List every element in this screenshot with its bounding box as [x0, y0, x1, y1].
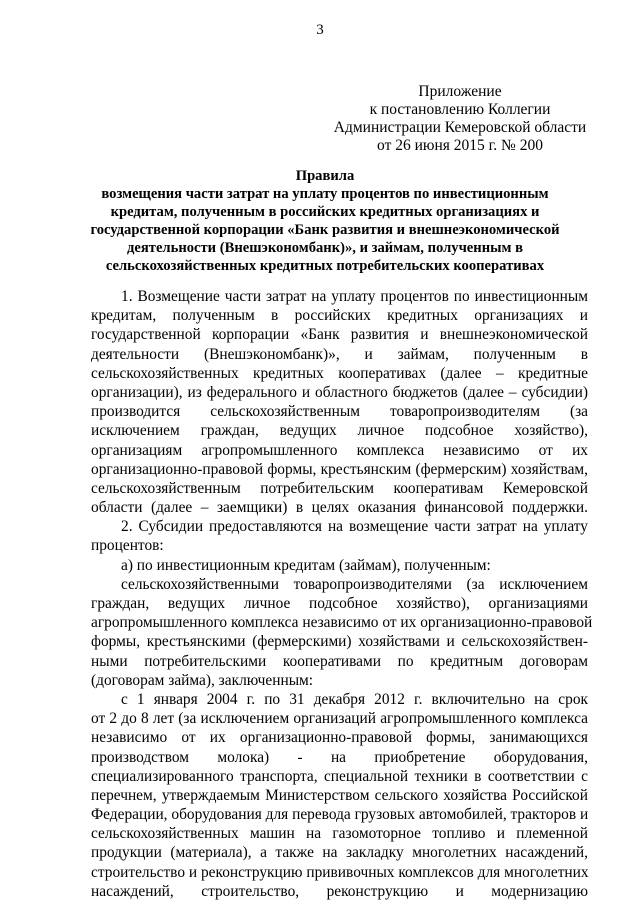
body-line: перечнем, утверждаемым Министерством сельского хозяйства Российской — [91, 786, 588, 804]
body-line: организациям агропромышленного комплекса независимо от их — [91, 441, 588, 459]
body-line: производством молока) - на приобретение оборудования, — [91, 748, 588, 766]
body-line: процентов: — [91, 537, 164, 555]
body-line: организационно-правовой формы, крестьянским (фермерским) хозяйствам, — [91, 460, 588, 478]
body-line: сельскохозяйственным потребительским кооперативам Кемеровской — [91, 479, 588, 497]
body-line: агропромышленного комплекса независимо от их организационно-правовой — [91, 614, 593, 632]
appendix-line: Администрации Кемеровской области — [333, 119, 587, 136]
document-title — [80, 167, 570, 275]
body-line: 2. Субсидии предоставляются на возмещение части затрат на уплату — [121, 518, 588, 536]
body-line: области (далее – заемщики) в целях оказания финансовой поддержки. — [91, 499, 588, 517]
body-line: государственной корпорации «Банк развития и внешнеэкономической — [91, 326, 588, 344]
body-line: независимо от их организационно-правовой формы, занимающихся — [91, 729, 588, 747]
body-line: с 1 января 2004 г. по 31 декабря 2012 г. включительно на срок — [121, 690, 588, 708]
body-line: (договорам займа), заключенным: — [91, 671, 314, 689]
body-line: граждан, ведущих личное подсобное хозяйство), организациями — [91, 595, 588, 612]
appendix-line: Приложение — [418, 83, 502, 100]
body-line: строительство и реконструкцию прививочных комплексов для многолетних — [91, 863, 589, 881]
page-number: 3 — [316, 22, 324, 38]
body-line: сельскохозяйственными товаропроизводителями (за исключением — [121, 575, 588, 593]
body-line: Федерации, оборудования для перевода грузовых автомобилей, тракторов и — [91, 806, 589, 824]
appendix-block — [330, 83, 590, 155]
title-line: государственной корпорации «Банк развития и внешнеэкономической — [90, 222, 560, 238]
body-line: деятельности (Внешэкономбанк)», и займам, полученным в — [91, 345, 588, 363]
body-line: организации), из федерального и областного бюджетов (далее – субсидии) — [91, 383, 588, 401]
title-line: возмещения части затрат на уплату процентов по инвестиционным — [101, 186, 549, 202]
body-line: специализированного транспорта, специальной техники в соответствии с — [91, 767, 588, 785]
body-line: продукции (материала), а также на закладку многолетних насаждений, — [91, 844, 588, 862]
body-line: производится сельскохозяйственным товаропроизводителям (за — [91, 403, 588, 421]
title-line: деятельности (Внешэкономбанк)», и займам, полученным в — [127, 240, 523, 256]
body-line: кредитам, полученным в российских кредитных организациях и — [91, 307, 588, 325]
appendix-line: к постановлению Коллегии — [369, 101, 551, 118]
title-line: кредитам, полученным в российских кредитных организациях и — [110, 204, 540, 220]
body-text — [91, 287, 593, 901]
title-line: Правила — [295, 168, 355, 184]
appendix-line: от 26 июня 2015 г. № 200 — [377, 137, 543, 154]
body-line: формы, крестьянскими (фермерскими) хозяйствами и сельскохозяйствен- — [91, 633, 588, 651]
title-line: сельскохозяйственных кредитных потребительских кооперативах — [105, 258, 545, 274]
body-line: исключением граждан, ведущих личное подсобное хозяйство), — [91, 422, 588, 440]
body-line: а) по инвестиционным кредитам (займам), полученным: — [121, 556, 491, 574]
body-line: насаждений, строительство, реконструкцию и модернизацию — [91, 882, 588, 900]
body-line: 1. Возмещение части затрат на уплату процентов по инвестиционным — [121, 288, 588, 305]
body-line: от 2 до 8 лет (за исключением организаций агропромышленного комплекса — [91, 710, 588, 728]
body-line: ными потребительскими кооперативами по кредитным договорам — [91, 652, 588, 670]
body-line: сельскохозяйственных кредитных кооперативах (далее – кредитные — [91, 364, 588, 382]
body-line: сельскохозяйственных машин на газомоторное топливо и племенной — [91, 825, 588, 843]
